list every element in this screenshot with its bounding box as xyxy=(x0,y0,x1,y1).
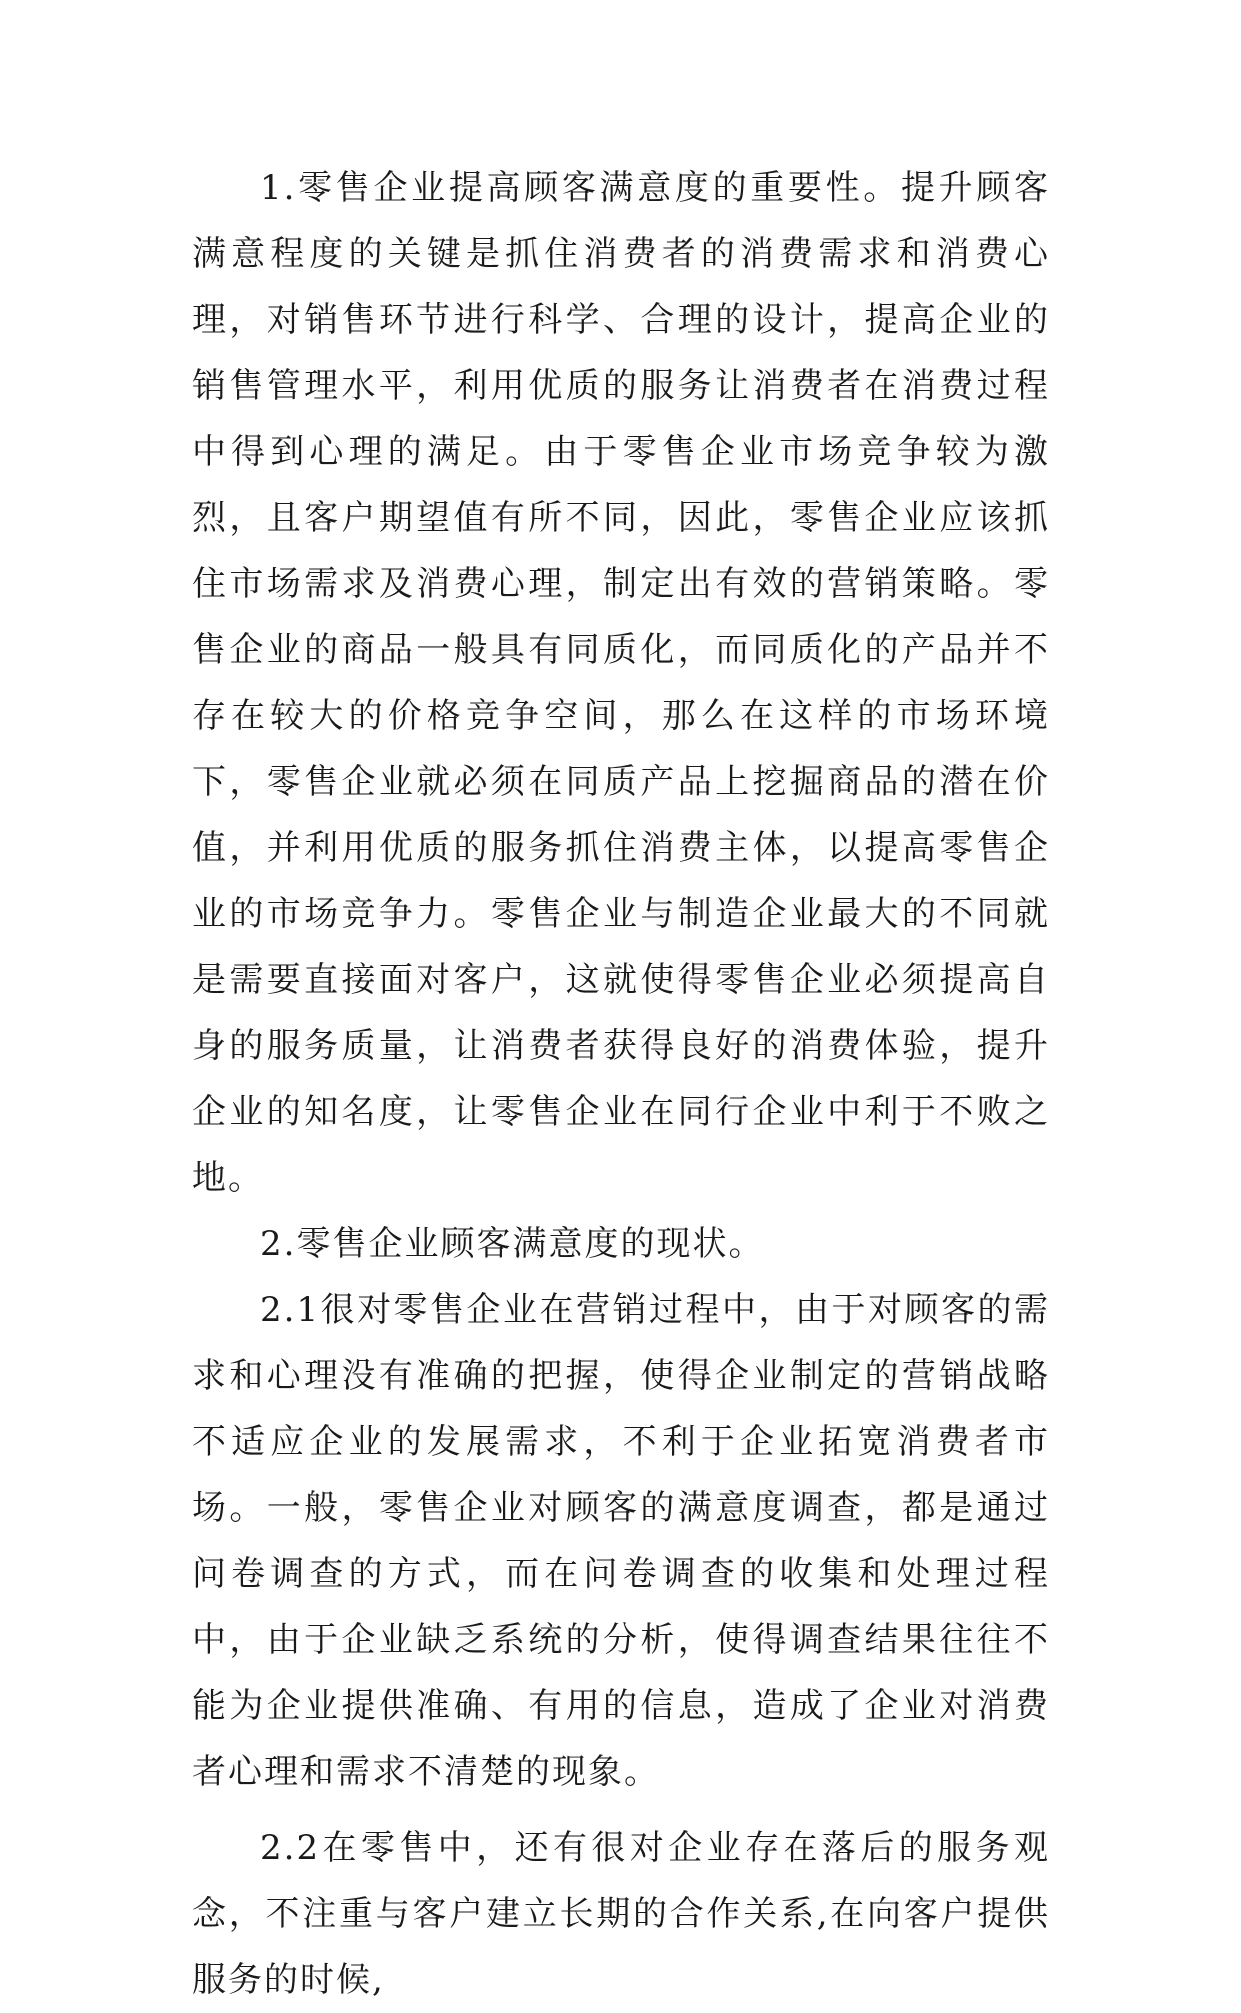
paragraph-importance: 1.零售企业提高顾客满意度的重要性。提升顾客满意程度的关键是抓住消费者的消费需求和消费心理，对销售环节进行科学、合理的设计，提高企业的销售管理水平，利用优质的服务让消费者在消费过程中得到心理的满足。由于零售企业市场竞争较为激烈，且客户期望值有所不同，因此，零售企业应该抓住市场需求及消费心理，制定出有效的营销策略。零售企业的商品一般具有同质化，而同质化的产品并不存在较大的价格竞争空间，那么在这样的市场环境下，零售企业就必须在同质产品上挖掘商品的潜在价值，并利用优质的服务抓住消费主体，以提高零售企业的市场竞争力。零售企业与制造企业最大的不同就是需要直接面对客户，这就使得零售企业必须提高自身的服务质量，让消费者获得良好的消费体验，提升企业的知名度，让零售企业在同行企业中利于不败之地。 xyxy=(192,168,1050,1198)
paragraph-status-heading: 2.零售企业顾客满意度的现状。 xyxy=(260,1224,765,1264)
paragraph-2-2: 2.2在零售中，还有很对企业存在落后的服务观念，不注重与客户建立长期的合作关系,在向客户提供服务的时候, xyxy=(192,1828,1050,2000)
paragraph-2-1: 2.1很对零售企业在营销过程中，由于对顾客的需求和心理没有准确的把握，使得企业制定的营销战略不适应企业的发展需求，不利于企业拓宽消费者市场。一般，零售企业对顾客的满意度调查，都是通过问卷调查的方式，而在问卷调查的收集和处理过程中，由于企业缺乏系统的分析，使得调查结果往往不能为企业提供准确、有用的信息，造成了企业对消费者心理和需求不清楚的现象。 xyxy=(192,1290,1050,1792)
document-page xyxy=(192,155,1050,2013)
